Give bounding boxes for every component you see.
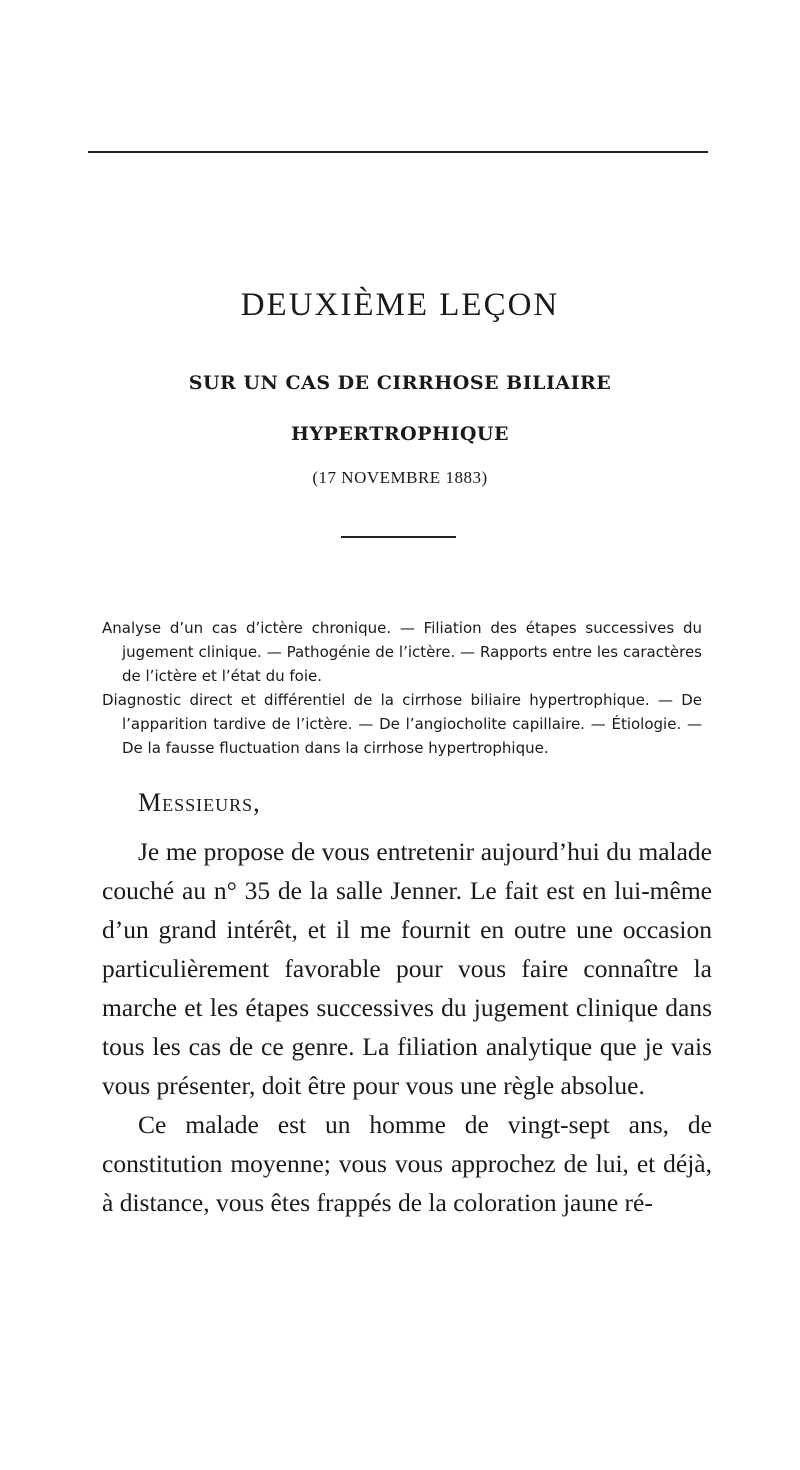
body-paragraph-1: Je me propose de vous entretenir aujourd’hui du malade couché au n° 35 de la salle Jenner. Le fait est en lui-même d’un grand intérêt, et il me fournit en outre une occasion particulièrement favorable pour vous faire connaître la marche et les étapes successives du jugement clinique dans tous les cas de ce genre. La filiation analytique que je vais vous présenter, doit être pour vous une règle absolue. (102, 837, 712, 1100)
salutation: Messieurs, (138, 788, 261, 817)
body-paragraph-2: Ce malade est un homme de vingt-sept ans, de constitution moyenne; vous vous approchez de lui, et déjà, à distance, vous êtes frappés de la coloration jaune ré- (102, 1110, 712, 1217)
top-rule (88, 151, 708, 153)
summary-paragraph-2: Diagnostic direct et différentiel de la cirrhose biliaire hypertrophique. — De l’apparition tardive de l’ictère. — De l’angiocholite capillaire. — Étiologie. — De la fausse fluctuation dans la cirrhose hypertrophique. (102, 691, 702, 757)
chapter-summary (102, 616, 702, 760)
chapter-subtitle-line2: HYPERTROPHIQUE (291, 423, 509, 445)
chapter-title: DEUXIÈME LEÇON (240, 287, 560, 323)
lecture-date: (17 NOVEMBRE 1883) (312, 468, 488, 487)
summary-paragraph-1: Analyse d’un cas d’ictère chronique. — Filiation des étapes successives du jugement clinique. — Pathogénie de l’ictère. — Rapports entre les caractères de l’ictère et l’état du foie. (102, 619, 702, 685)
section-divider (341, 536, 456, 538)
body-text (102, 832, 712, 1222)
chapter-subtitle-line1: SUR UN CAS DE CIRRHOSE BILIAIRE (188, 372, 612, 394)
